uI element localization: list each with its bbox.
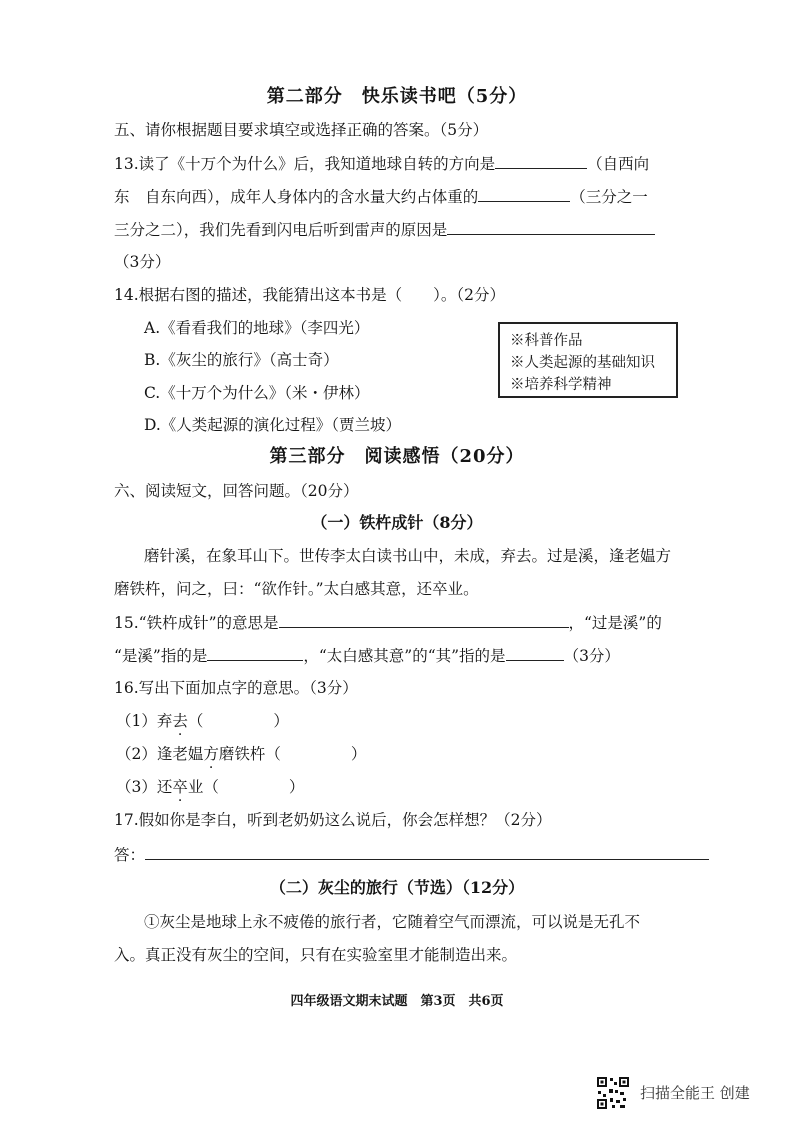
- q17-answer-blank[interactable]: [145, 843, 709, 860]
- section6-heading: 六、阅读短文，回答问题。（20分）: [114, 482, 359, 500]
- q16-item-1-suffix: （: [187, 712, 204, 730]
- q16-item-3-close: ）: [288, 778, 305, 796]
- q15-line1: [114, 611, 714, 634]
- q14-option-a[interactable]: A.《看看我们的地球》（李四光）: [144, 319, 370, 337]
- q16-item-3-dotted-char: 卒: [172, 778, 188, 796]
- q17-answer-label: 答：: [114, 846, 146, 864]
- q16-item-2-suffix: 磨铁杵（: [218, 745, 281, 763]
- q15-blank-2[interactable]: [207, 644, 303, 661]
- q16-item-3-suffix: 业（: [187, 778, 219, 796]
- q14-option-d[interactable]: D.《人类起源的演化过程》（贾兰坡）: [144, 416, 402, 434]
- q15-blank-3[interactable]: [506, 644, 564, 661]
- q13-line1: [114, 152, 714, 175]
- q16-item-3: [116, 776, 516, 798]
- box-line-1: ※科普作品: [510, 333, 583, 349]
- q15-blank-1[interactable]: [279, 611, 569, 628]
- watermark-label: 扫描全能王 创建: [640, 1084, 750, 1102]
- qr-code-icon: [596, 1076, 630, 1110]
- q15-text-1a: 15.“铁杵成针”的意思是: [114, 614, 279, 632]
- q16-item-2-dotted-char: 方: [203, 745, 219, 763]
- q15-text-2a: “是溪”指的是: [114, 647, 208, 665]
- q16-item-2-prefix: （2）逢老媪: [116, 745, 204, 763]
- page-footer: 四年级语文期末试题 第3页 共6页: [290, 994, 504, 1009]
- passage2-line2: 入。真正没有灰尘的空间，只有在实验室里才能制造出来。: [114, 946, 518, 964]
- q13-text-2a: 东 自东向西），成年人身体内的含水量大约占体重的: [114, 188, 479, 206]
- q13-text-2b: （三分之一: [570, 188, 648, 206]
- q17-stem: 17.假如你是李白，听到老奶奶这么说后，你会怎样想？（2分）: [114, 811, 552, 829]
- q13-line2: [114, 185, 714, 208]
- q15-text-1b: ，“过是溪”的: [568, 614, 662, 632]
- q16-stem: 16.写出下面加点字的意思。（3分）: [114, 679, 358, 697]
- part2-title: 第二部分 快乐读书吧（5分）: [266, 86, 528, 107]
- q16-item-1-dotted-char: 去: [172, 712, 188, 730]
- q13-score: （3分）: [114, 253, 171, 271]
- q15-text-2c: （3分）: [563, 647, 620, 665]
- q14-stem: 14.根据右图的描述，我能猜出这本书是（ ）。（2分）: [114, 286, 506, 304]
- q13-text-1b: （自西向: [587, 155, 650, 173]
- q16-item-1: [116, 710, 516, 732]
- q16-item-2-close: ）: [350, 745, 367, 763]
- part3-title: 第三部分 阅读感悟（20分）: [269, 446, 525, 467]
- q13-blank-3[interactable]: [447, 218, 655, 235]
- passage2-line1: ①灰尘是地球上永不疲倦的旅行者，它随着空气而漂流，可以说是无孔不: [144, 913, 641, 931]
- q16-item-3-prefix: （3）还: [116, 778, 173, 796]
- section5-heading: 五、请你根据题目要求填空或选择正确的答案。（5分）: [114, 121, 489, 139]
- q15-line2: [114, 644, 714, 667]
- q13-text-1a: 13.读了《十万个为什么》后，我知道地球自转的方向是: [114, 155, 496, 173]
- passage1-line1: 磨针溪，在象耳山下。世传李太白读书山中，未成，弃去。过是溪，逢老媪方: [144, 547, 672, 565]
- passage1-line2: 磨铁杵，问之，曰：“欲作针。”太白感其意，还卒业。: [114, 580, 479, 598]
- q16-item-1-prefix: （1）弃: [116, 712, 173, 730]
- q16-item-2: [116, 743, 516, 765]
- box-line-2: ※人类起源的基础知识: [510, 355, 655, 371]
- q16-item-1-close: ）: [273, 712, 289, 730]
- q14-description-box: [498, 322, 678, 398]
- q14-option-c[interactable]: C.《十万个为什么》（米・伊林）: [144, 384, 370, 402]
- passage2-title: （二）灰尘的旅行（节选）（12分）: [269, 878, 525, 897]
- passage1-title: （一）铁杵成针（8分）: [311, 513, 483, 532]
- q13-text-3a: 三分之二），我们先看到闪电后听到雷声的原因是: [114, 221, 448, 239]
- q13-line3: [114, 218, 714, 241]
- q14-option-b[interactable]: B.《灰尘的旅行》（高士奇）: [144, 351, 339, 369]
- q17-answer-line: [114, 843, 734, 866]
- q13-blank-2[interactable]: [478, 185, 570, 202]
- q13-blank-1[interactable]: [495, 152, 587, 169]
- q15-text-2b: ，“太白感其意”的“其”指的是: [303, 647, 506, 665]
- box-line-3: ※培养科学精神: [510, 377, 612, 393]
